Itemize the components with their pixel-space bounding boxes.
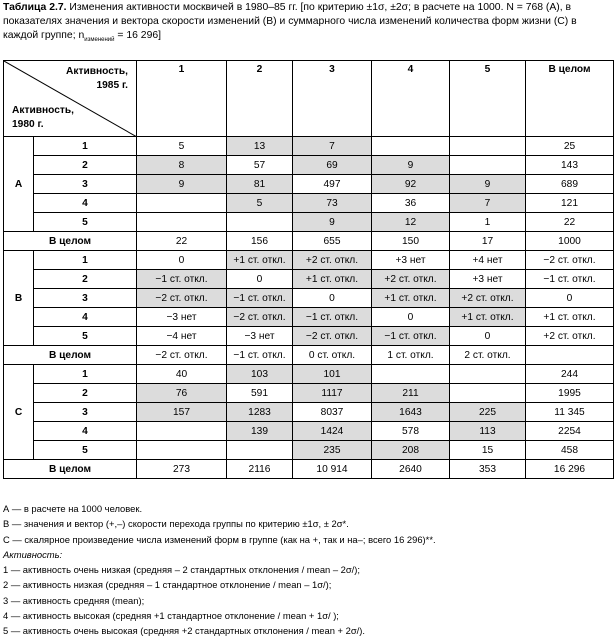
note-line: 3 — активность средняя (mean); <box>3 594 145 606</box>
table-row <box>4 175 614 194</box>
table-cell: −2 ст. откл. <box>293 327 372 346</box>
table-cell: +3 нет <box>372 251 450 270</box>
table-row <box>4 441 614 460</box>
table-cell: 8037 <box>293 403 372 422</box>
table-cell: +2 ст. откл. <box>450 289 526 308</box>
table-cell <box>227 441 293 460</box>
table-cell: 1424 <box>293 422 372 441</box>
table-cell: −1 ст. откл. <box>372 327 450 346</box>
table-cell: 9 <box>372 156 450 175</box>
row-label: 1 <box>34 365 137 384</box>
note-line: 1 — активность очень низкая (средняя – 2 стандартных отклонения / mean – 2σ/); <box>3 564 361 576</box>
caption-label: Таблица 2.7. <box>3 2 67 13</box>
row-label: 1 <box>34 137 137 156</box>
table-cell: 22 <box>526 213 614 232</box>
table-cell: −3 нет <box>137 308 227 327</box>
table-cell: 12 <box>372 213 450 232</box>
table-cell <box>137 194 227 213</box>
total-cell: 150 <box>372 232 450 251</box>
total-cell: 0 ст. откл. <box>293 346 372 365</box>
table-cell: 7 <box>450 194 526 213</box>
corner-cell <box>4 61 137 137</box>
table-cell: −2 ст. откл. <box>526 251 614 270</box>
table-cell: 225 <box>450 403 526 422</box>
total-row <box>4 460 614 479</box>
table-row <box>4 156 614 175</box>
total-cell: 1 ст. откл. <box>372 346 450 365</box>
total-cell: 2 ст. откл. <box>450 346 526 365</box>
caption-subscript: изменений <box>84 37 115 44</box>
corner-top-label <box>66 65 128 93</box>
table-cell: 139 <box>227 422 293 441</box>
table-cell: 497 <box>293 175 372 194</box>
table-cell: −4 нет <box>137 327 227 346</box>
table-row <box>4 289 614 308</box>
table-cell <box>227 213 293 232</box>
note-line: Активность: <box>3 548 63 560</box>
row-label: 4 <box>34 194 137 213</box>
total-label: В целом <box>4 460 137 479</box>
row-label: 2 <box>34 156 137 175</box>
table-cell <box>137 213 227 232</box>
total-cell: 16 296 <box>526 460 614 479</box>
table-cell: 57 <box>227 156 293 175</box>
total-row <box>4 346 614 365</box>
table-cell: 36 <box>372 194 450 213</box>
table-cell: 9 <box>450 175 526 194</box>
table-cell <box>450 156 526 175</box>
corner-bottom-line: Активность, <box>12 105 74 116</box>
row-label: 3 <box>34 175 137 194</box>
table-cell: +1 ст. откл. <box>293 270 372 289</box>
total-cell: 17 <box>450 232 526 251</box>
table-cell: 113 <box>450 422 526 441</box>
table-row <box>4 422 614 441</box>
table-cell: 244 <box>526 365 614 384</box>
table-cell: 1643 <box>372 403 450 422</box>
table-cell: +3 нет <box>450 270 526 289</box>
caption-tail: = 16 296] <box>114 30 162 42</box>
total-cell: 1000 <box>526 232 614 251</box>
table-cell: 5 <box>227 194 293 213</box>
row-label: 3 <box>34 403 137 422</box>
table-cell: +2 ст. откл. <box>372 270 450 289</box>
row-label: 2 <box>34 270 137 289</box>
column-header: 3 <box>293 61 372 137</box>
table-cell: 9 <box>293 213 372 232</box>
column-header: 5 <box>450 61 526 137</box>
table-cell: 25 <box>526 137 614 156</box>
table-cell: 578 <box>372 422 450 441</box>
header-row <box>4 61 614 137</box>
table-cell: 73 <box>293 194 372 213</box>
row-label: 5 <box>34 213 137 232</box>
table-cell: −1 ст. откл. <box>227 289 293 308</box>
table-cell: +4 нет <box>450 251 526 270</box>
table-cell: 8 <box>137 156 227 175</box>
table-row <box>4 194 614 213</box>
table-cell: 81 <box>227 175 293 194</box>
table-cell <box>450 137 526 156</box>
note-line: 5 — активность очень высокая (средняя +2 стандартных отклонения / mean + 2σ/). <box>3 625 365 637</box>
group-label: С <box>4 365 34 460</box>
row-label: 4 <box>34 422 137 441</box>
table-cell: 591 <box>227 384 293 403</box>
table-cell: 157 <box>137 403 227 422</box>
total-cell: 2116 <box>227 460 293 479</box>
table-cell: 7 <box>293 137 372 156</box>
corner-top-line: 1985 г. <box>96 80 128 91</box>
table-cell <box>137 441 227 460</box>
table-cell: 101 <box>293 365 372 384</box>
table-cell: 143 <box>526 156 614 175</box>
table-cell: 0 <box>372 308 450 327</box>
row-label: 5 <box>34 327 137 346</box>
table-row <box>4 270 614 289</box>
table-cell: +1 ст. откл. <box>450 308 526 327</box>
table-cell: 69 <box>293 156 372 175</box>
table-row <box>4 327 614 346</box>
table-cell <box>450 365 526 384</box>
total-cell: −2 ст. откл. <box>137 346 227 365</box>
table-cell: +1 ст. откл. <box>227 251 293 270</box>
group-label: В <box>4 251 34 346</box>
table-notes <box>3 501 613 639</box>
note-line: С — скалярное произведение числа изменений форм в группе (как на +, так и на–; всего 16 296)**. <box>3 533 436 545</box>
note-line: А — в расчете на 1000 человек. <box>3 503 143 514</box>
corner-bottom-line: 1980 г. <box>12 119 44 130</box>
activity-table <box>3 60 614 479</box>
table-cell: 103 <box>227 365 293 384</box>
row-label: 4 <box>34 308 137 327</box>
table-cell: 1283 <box>227 403 293 422</box>
total-cell: 10 914 <box>293 460 372 479</box>
group-label: А <box>4 137 34 232</box>
table-cell: 40 <box>137 365 227 384</box>
corner-bottom-label <box>12 104 74 132</box>
table-cell: 13 <box>227 137 293 156</box>
row-label: 2 <box>34 384 137 403</box>
table-cell: −1 ст. откл. <box>137 270 227 289</box>
table-cell: 0 <box>526 289 614 308</box>
table-row <box>4 213 614 232</box>
table-row <box>4 308 614 327</box>
column-header: В целом <box>526 61 614 137</box>
table-cell: 0 <box>450 327 526 346</box>
corner-top-line: Активность, <box>66 66 128 77</box>
table-cell: 9 <box>137 175 227 194</box>
table-row <box>4 137 614 156</box>
table-row <box>4 251 614 270</box>
table-cell <box>372 137 450 156</box>
table-cell: 1995 <box>526 384 614 403</box>
total-cell: 22 <box>137 232 227 251</box>
total-label: В целом <box>4 346 137 365</box>
table-cell: 0 <box>137 251 227 270</box>
total-cell <box>526 346 614 365</box>
table-cell: 1 <box>450 213 526 232</box>
table-cell: 208 <box>372 441 450 460</box>
table-cell: 2254 <box>526 422 614 441</box>
table-cell: −2 ст. откл. <box>227 308 293 327</box>
table-cell: 211 <box>372 384 450 403</box>
table-cell: 92 <box>372 175 450 194</box>
column-header: 1 <box>137 61 227 137</box>
table-cell: +1 ст. откл. <box>526 308 614 327</box>
table-cell: +2 ст. откл. <box>293 251 372 270</box>
column-header: 4 <box>372 61 450 137</box>
table-cell: 0 <box>293 289 372 308</box>
table-cell: 121 <box>526 194 614 213</box>
total-cell: 353 <box>450 460 526 479</box>
table-cell: 689 <box>526 175 614 194</box>
table-cell: 1117 <box>293 384 372 403</box>
table-cell: 5 <box>137 137 227 156</box>
table-cell: −1 ст. откл. <box>526 270 614 289</box>
total-label: В целом <box>4 232 137 251</box>
caption-text: Изменения активности москвичей в 1980–85 гг. [по критерию ±1σ, ±2σ; в расчете на 1000. N = 768 (А), в показателях значения и вектора скорости изменений (В) и суммарного числа изменений количества форм жизни (С) в каждой группе; n <box>3 2 577 42</box>
total-row <box>4 232 614 251</box>
row-label: 5 <box>34 441 137 460</box>
table-cell: 0 <box>227 270 293 289</box>
table-row <box>4 403 614 422</box>
total-cell: 273 <box>137 460 227 479</box>
table-cell: 15 <box>450 441 526 460</box>
row-label: 1 <box>34 251 137 270</box>
note-line: В — значения и вектор (+,–) скорости перехода группы по критерию ±1σ, ± 2σ*. <box>3 518 349 530</box>
table-cell: 11 345 <box>526 403 614 422</box>
table-cell: 235 <box>293 441 372 460</box>
table-cell: +2 ст. откл. <box>526 327 614 346</box>
table-cell <box>450 384 526 403</box>
total-cell: 2640 <box>372 460 450 479</box>
table-cell: +1 ст. откл. <box>372 289 450 308</box>
total-cell: 156 <box>227 232 293 251</box>
table-cell: 458 <box>526 441 614 460</box>
table-row <box>4 365 614 384</box>
table-body <box>4 61 614 479</box>
table-cell: −1 ст. откл. <box>293 308 372 327</box>
table-cell: 76 <box>137 384 227 403</box>
table-cell: −2 ст. откл. <box>137 289 227 308</box>
column-header: 2 <box>227 61 293 137</box>
table-row <box>4 384 614 403</box>
table-cell: −3 нет <box>227 327 293 346</box>
total-cell: 655 <box>293 232 372 251</box>
total-cell: −1 ст. откл. <box>227 346 293 365</box>
note-line: 4 — активность высокая (средняя +1 стандартное отклонение / mean + 1σ/ ); <box>3 610 339 622</box>
note-line: 2 — активность низкая (средняя – 1 стандартное отклонение / mean – 1σ/); <box>3 579 332 591</box>
table-cell <box>372 365 450 384</box>
row-label: 3 <box>34 289 137 308</box>
table-caption <box>3 1 613 48</box>
table-cell <box>137 422 227 441</box>
